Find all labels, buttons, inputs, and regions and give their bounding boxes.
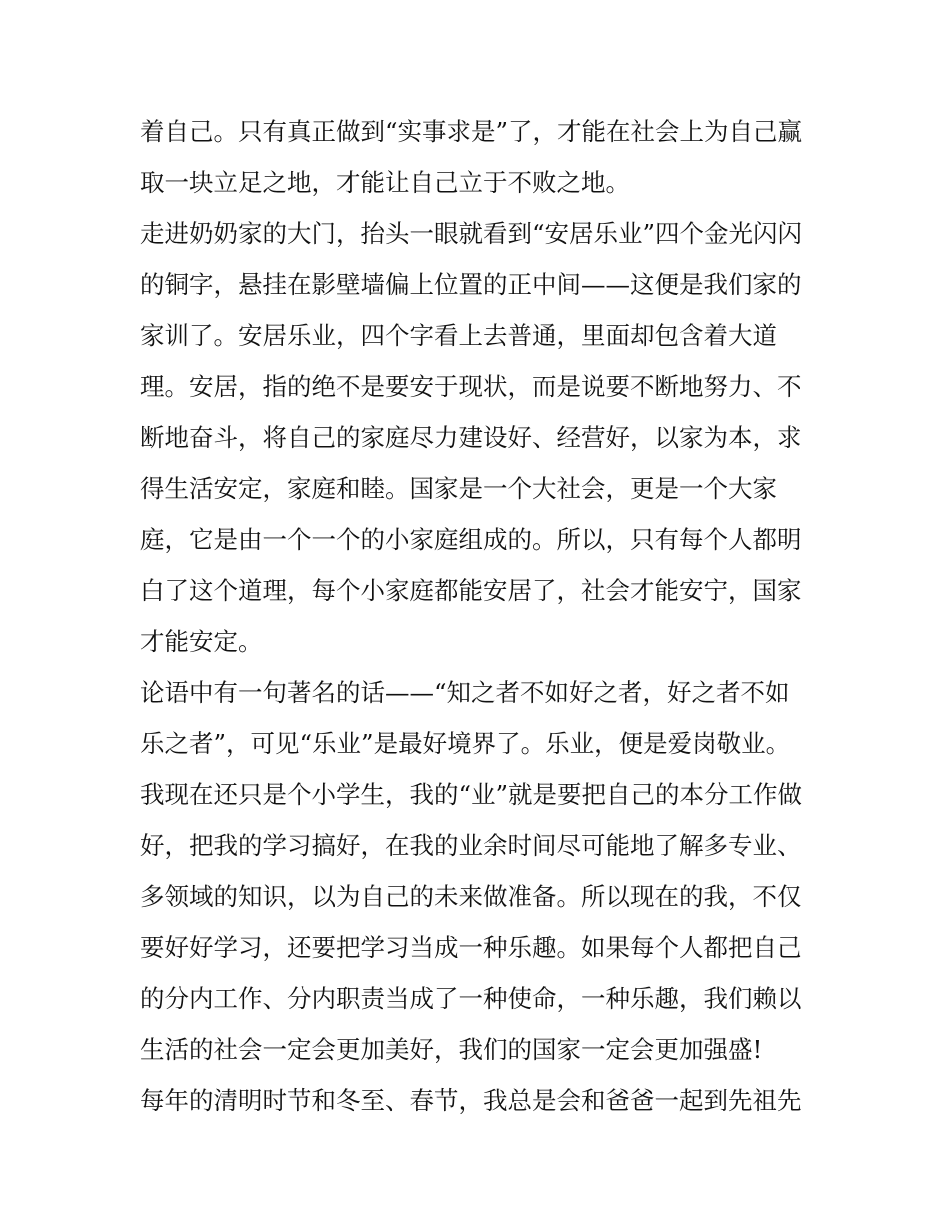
text-line: 每年的清明时节和冬至、春节，我总是会和爸爸一起到先祖先	[140, 1086, 802, 1115]
text-line: 好，把我的学习搞好，在我的业余时间尽可能地了解多专业、	[140, 831, 802, 860]
text-line: 才能安定。	[140, 627, 263, 656]
text-line: 生活的社会一定会更加美好，我们的国家一定会更加强盛!	[140, 1035, 763, 1064]
text-line: 要好好学习，还要把学习当成一种乐趣。如果每个人都把自己	[140, 933, 802, 962]
body-text	[140, 106, 820, 1126]
text-line: 着自己。只有真正做到“实事求是”了，才能在社会上为自己赢	[140, 117, 803, 146]
text-line: 乐之者”，可见“乐业”是最好境界了。乐业，便是爱岗敬业。	[140, 729, 791, 758]
text-line: 取一块立足之地，才能让自己立于不败之地。	[140, 168, 630, 197]
text-line: 庭，它是由一个一个的小家庭组成的。所以，只有每个人都明	[140, 525, 802, 554]
text-line: 理。安居，指的绝不是要安于现状，而是说要不断地努力、不	[140, 372, 802, 401]
text-line: 的铜字，悬挂在影壁墙偏上位置的正中间——这便是我们家的	[140, 270, 802, 299]
text-line: 家训了。安居乐业，四个字看上去普通，里面却包含着大道	[140, 321, 777, 350]
text-line: 走进奶奶家的大门，抬头一眼就看到“安居乐业”四个金光闪闪	[140, 219, 803, 248]
text-line: 的分内工作、分内职责当成了一种使命，一种乐趣，我们赖以	[140, 984, 802, 1013]
text-line: 断地奋斗，将自己的家庭尽力建设好、经营好，以家为本，求	[140, 423, 802, 452]
text-line: 白了这个道理，每个小家庭都能安居了，社会才能安宁，国家	[140, 576, 802, 605]
text-line: 论语中有一句著名的话——“知之者不如好之者，好之者不如	[140, 678, 790, 707]
text-line: 多领域的知识，以为自己的未来做准备。所以现在的我，不仅	[140, 882, 802, 911]
text-line: 得生活安定，家庭和睦。国家是一个大社会，更是一个大家	[140, 474, 777, 503]
text-line: 我现在还只是个小学生，我的“业”就是要把自己的本分工作做	[140, 780, 803, 809]
